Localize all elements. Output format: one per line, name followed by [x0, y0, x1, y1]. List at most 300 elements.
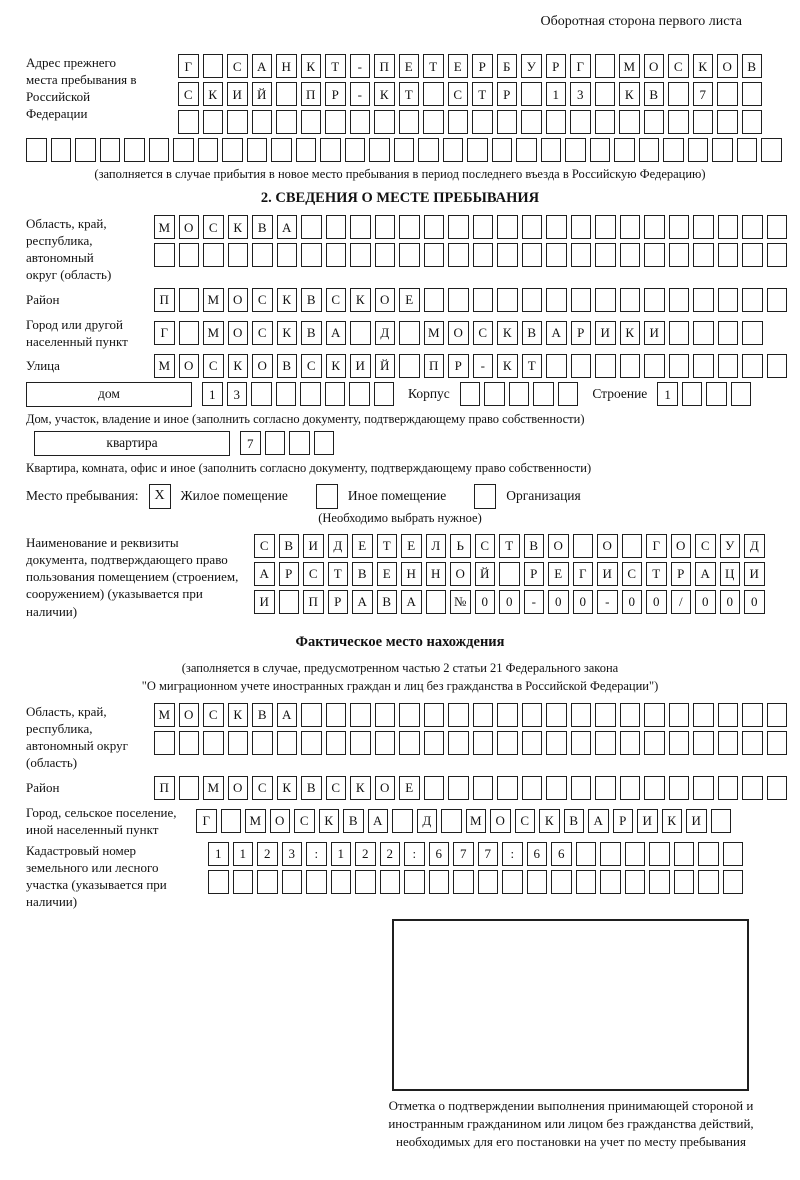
char-cell[interactable]	[497, 731, 518, 755]
char-cell[interactable]	[717, 82, 738, 106]
char-cell[interactable]	[644, 288, 665, 312]
char-cell[interactable]	[595, 288, 616, 312]
char-cell[interactable]: 3	[570, 82, 591, 106]
char-cell[interactable]: И	[254, 590, 275, 614]
char-cell[interactable]	[179, 243, 200, 267]
char-cell[interactable]: А	[326, 321, 347, 345]
char-cell[interactable]	[399, 243, 420, 267]
char-cell[interactable]	[644, 110, 665, 134]
char-cell[interactable]: В	[564, 809, 585, 833]
char-cell[interactable]	[424, 243, 445, 267]
char-cell[interactable]	[669, 703, 690, 727]
char-cell[interactable]: К	[350, 288, 371, 312]
char-cell[interactable]	[301, 731, 322, 755]
char-cell[interactable]	[693, 288, 714, 312]
char-cell[interactable]: К	[203, 82, 224, 106]
char-cell[interactable]: Е	[399, 776, 420, 800]
char-cell[interactable]	[546, 354, 567, 378]
char-cell[interactable]	[271, 138, 292, 162]
char-cell[interactable]: А	[368, 809, 389, 833]
char-cell[interactable]	[289, 431, 310, 455]
char-cell[interactable]: А	[352, 590, 373, 614]
char-cell[interactable]	[571, 776, 592, 800]
char-cell[interactable]	[693, 731, 714, 755]
char-cell[interactable]	[620, 288, 641, 312]
char-cell[interactable]: Е	[401, 534, 422, 558]
char-cell[interactable]: 0	[475, 590, 496, 614]
char-cell[interactable]: П	[301, 82, 322, 106]
char-cell[interactable]: 6	[527, 842, 548, 866]
char-cell[interactable]	[644, 703, 665, 727]
char-cell[interactable]	[301, 215, 322, 239]
char-cell[interactable]	[448, 288, 469, 312]
char-cell[interactable]	[473, 243, 494, 267]
char-cell[interactable]: 1	[202, 382, 223, 406]
char-cell[interactable]: О	[179, 703, 200, 727]
char-cell[interactable]	[423, 110, 444, 134]
char-cell[interactable]: И	[597, 562, 618, 586]
char-cell[interactable]	[499, 562, 520, 586]
char-cell[interactable]	[620, 243, 641, 267]
char-cell[interactable]	[252, 110, 273, 134]
char-cell[interactable]	[441, 809, 462, 833]
char-cell[interactable]: Н	[426, 562, 447, 586]
char-cell[interactable]	[600, 842, 621, 866]
char-cell[interactable]	[718, 731, 739, 755]
char-cell[interactable]	[301, 243, 322, 267]
char-cell[interactable]: П	[303, 590, 324, 614]
char-cell[interactable]: О	[548, 534, 569, 558]
checkbox-residential[interactable]: X	[149, 484, 171, 509]
char-cell[interactable]: К	[228, 215, 249, 239]
char-cell[interactable]: М	[203, 321, 224, 345]
char-cell[interactable]: :	[404, 842, 425, 866]
char-cell[interactable]	[375, 215, 396, 239]
char-cell[interactable]	[767, 703, 788, 727]
char-cell[interactable]: О	[270, 809, 291, 833]
char-cell[interactable]	[669, 288, 690, 312]
char-cell[interactable]: 1	[657, 382, 678, 406]
char-cell[interactable]: К	[277, 776, 298, 800]
fact-region-cells-2[interactable]	[154, 731, 787, 755]
char-cell[interactable]: С	[622, 562, 643, 586]
char-cell[interactable]	[620, 731, 641, 755]
char-cell[interactable]	[325, 382, 346, 406]
char-cell[interactable]: И	[637, 809, 658, 833]
char-cell[interactable]	[742, 731, 763, 755]
char-cell[interactable]	[674, 870, 695, 894]
char-cell[interactable]: 6	[429, 842, 450, 866]
char-cell[interactable]	[571, 703, 592, 727]
char-cell[interactable]: Т	[325, 54, 346, 78]
cadastral-cells-1[interactable]	[208, 842, 743, 866]
char-cell[interactable]: 7	[693, 82, 714, 106]
char-cell[interactable]	[426, 590, 447, 614]
char-cell[interactable]: Р	[279, 562, 300, 586]
char-cell[interactable]	[374, 382, 395, 406]
char-cell[interactable]	[497, 215, 518, 239]
char-cell[interactable]: 1	[208, 842, 229, 866]
char-cell[interactable]: Д	[328, 534, 349, 558]
char-cell[interactable]: С	[301, 354, 322, 378]
char-cell[interactable]: С	[515, 809, 536, 833]
char-cell[interactable]: 6	[551, 842, 572, 866]
char-cell[interactable]	[124, 138, 145, 162]
char-cell[interactable]	[625, 842, 646, 866]
char-cell[interactable]	[718, 215, 739, 239]
char-cell[interactable]	[100, 138, 121, 162]
char-cell[interactable]	[179, 731, 200, 755]
char-cell[interactable]	[541, 138, 562, 162]
char-cell[interactable]	[198, 138, 219, 162]
char-cell[interactable]	[669, 321, 690, 345]
char-cell[interactable]	[649, 870, 670, 894]
char-cell[interactable]: О	[450, 562, 471, 586]
char-cell[interactable]: В	[277, 354, 298, 378]
char-cell[interactable]	[546, 703, 567, 727]
char-cell[interactable]	[448, 776, 469, 800]
char-cell[interactable]: 0	[720, 590, 741, 614]
char-cell[interactable]	[282, 870, 303, 894]
char-cell[interactable]	[590, 138, 611, 162]
char-cell[interactable]: П	[154, 288, 175, 312]
char-cell[interactable]	[558, 382, 579, 406]
street-cells[interactable]	[154, 354, 787, 378]
char-cell[interactable]	[296, 138, 317, 162]
char-cell[interactable]	[595, 354, 616, 378]
cadastral-cells-2[interactable]	[208, 870, 743, 894]
char-cell[interactable]	[718, 354, 739, 378]
char-cell[interactable]	[497, 110, 518, 134]
char-cell[interactable]: В	[377, 590, 398, 614]
char-cell[interactable]	[742, 243, 763, 267]
char-cell[interactable]: К	[228, 703, 249, 727]
char-cell[interactable]	[576, 842, 597, 866]
char-cell[interactable]: К	[374, 82, 395, 106]
char-cell[interactable]	[663, 138, 684, 162]
char-cell[interactable]: И	[350, 354, 371, 378]
char-cell[interactable]	[712, 138, 733, 162]
char-cell[interactable]	[718, 321, 739, 345]
char-cell[interactable]	[252, 243, 273, 267]
char-cell[interactable]	[472, 110, 493, 134]
char-cell[interactable]: Р	[546, 54, 567, 78]
char-cell[interactable]: И	[595, 321, 616, 345]
char-cell[interactable]	[301, 703, 322, 727]
char-cell[interactable]: Т	[522, 354, 543, 378]
char-cell[interactable]: 0	[622, 590, 643, 614]
char-cell[interactable]	[522, 731, 543, 755]
char-cell[interactable]	[668, 110, 689, 134]
char-cell[interactable]: О	[228, 321, 249, 345]
char-cell[interactable]: Р	[613, 809, 634, 833]
char-cell[interactable]	[742, 776, 763, 800]
char-cell[interactable]: Б	[497, 54, 518, 78]
char-cell[interactable]: И	[227, 82, 248, 106]
char-cell[interactable]	[682, 382, 703, 406]
char-cell[interactable]	[350, 703, 371, 727]
char-cell[interactable]	[522, 776, 543, 800]
char-cell[interactable]: Р	[524, 562, 545, 586]
char-cell[interactable]	[620, 354, 641, 378]
char-cell[interactable]: 7	[478, 842, 499, 866]
char-cell[interactable]	[644, 776, 665, 800]
prev-address-row-3[interactable]	[178, 110, 762, 134]
char-cell[interactable]: С	[203, 215, 224, 239]
char-cell[interactable]: М	[154, 703, 175, 727]
char-cell[interactable]: Р	[571, 321, 592, 345]
char-cell[interactable]	[516, 138, 537, 162]
char-cell[interactable]	[669, 243, 690, 267]
char-cell[interactable]: 0	[744, 590, 765, 614]
char-cell[interactable]	[571, 215, 592, 239]
char-cell[interactable]: Й	[252, 82, 273, 106]
char-cell[interactable]	[448, 243, 469, 267]
char-cell[interactable]: С	[448, 82, 469, 106]
char-cell[interactable]	[350, 731, 371, 755]
char-cell[interactable]	[767, 731, 788, 755]
char-cell[interactable]	[571, 354, 592, 378]
char-cell[interactable]	[75, 138, 96, 162]
char-cell[interactable]: 2	[257, 842, 278, 866]
char-cell[interactable]: А	[277, 703, 298, 727]
char-cell[interactable]	[521, 82, 542, 106]
char-cell[interactable]: А	[546, 321, 567, 345]
char-cell[interactable]: 0	[573, 590, 594, 614]
char-cell[interactable]	[742, 703, 763, 727]
char-cell[interactable]: С	[252, 321, 273, 345]
char-cell[interactable]: Т	[399, 82, 420, 106]
char-cell[interactable]: В	[352, 562, 373, 586]
char-cell[interactable]: Т	[472, 82, 493, 106]
char-cell[interactable]	[644, 731, 665, 755]
char-cell[interactable]: 3	[227, 382, 248, 406]
char-cell[interactable]	[573, 534, 594, 558]
char-cell[interactable]	[399, 215, 420, 239]
char-cell[interactable]: Г	[646, 534, 667, 558]
char-cell[interactable]	[221, 809, 242, 833]
char-cell[interactable]	[443, 138, 464, 162]
char-cell[interactable]	[203, 731, 224, 755]
char-cell[interactable]	[767, 243, 788, 267]
char-cell[interactable]	[149, 138, 170, 162]
char-cell[interactable]	[533, 382, 554, 406]
apartment-cells[interactable]	[240, 431, 334, 455]
char-cell[interactable]: С	[227, 54, 248, 78]
char-cell[interactable]	[742, 110, 763, 134]
char-cell[interactable]	[233, 870, 254, 894]
char-cell[interactable]	[375, 243, 396, 267]
char-cell[interactable]	[595, 110, 616, 134]
char-cell[interactable]	[620, 703, 641, 727]
char-cell[interactable]	[522, 703, 543, 727]
char-cell[interactable]	[742, 321, 763, 345]
char-cell[interactable]: О	[179, 215, 200, 239]
char-cell[interactable]	[522, 288, 543, 312]
char-cell[interactable]	[276, 110, 297, 134]
char-cell[interactable]: К	[228, 354, 249, 378]
char-cell[interactable]	[154, 243, 175, 267]
char-cell[interactable]	[179, 288, 200, 312]
char-cell[interactable]: Р	[325, 82, 346, 106]
char-cell[interactable]	[26, 138, 47, 162]
prev-address-overflow-row[interactable]	[26, 138, 774, 162]
char-cell[interactable]	[551, 870, 572, 894]
char-cell[interactable]: 7	[453, 842, 474, 866]
char-cell[interactable]	[331, 870, 352, 894]
char-cell[interactable]: Г	[570, 54, 591, 78]
char-cell[interactable]	[473, 776, 494, 800]
char-cell[interactable]	[723, 842, 744, 866]
char-cell[interactable]	[693, 110, 714, 134]
char-cell[interactable]: Г	[196, 809, 217, 833]
char-cell[interactable]: Д	[375, 321, 396, 345]
char-cell[interactable]	[570, 110, 591, 134]
char-cell[interactable]	[460, 382, 481, 406]
char-cell[interactable]: А	[401, 590, 422, 614]
char-cell[interactable]: У	[521, 54, 542, 78]
char-cell[interactable]: О	[179, 354, 200, 378]
char-cell[interactable]	[325, 110, 346, 134]
char-cell[interactable]: О	[597, 534, 618, 558]
char-cell[interactable]	[644, 354, 665, 378]
char-cell[interactable]	[742, 82, 763, 106]
char-cell[interactable]	[620, 776, 641, 800]
char-cell[interactable]	[644, 215, 665, 239]
region-cells-2[interactable]	[154, 243, 787, 267]
char-cell[interactable]	[509, 382, 530, 406]
char-cell[interactable]: В	[301, 776, 322, 800]
char-cell[interactable]: О	[448, 321, 469, 345]
char-cell[interactable]: К	[693, 54, 714, 78]
char-cell[interactable]: М	[245, 809, 266, 833]
char-cell[interactable]: И	[303, 534, 324, 558]
char-cell[interactable]	[392, 809, 413, 833]
char-cell[interactable]: Т	[646, 562, 667, 586]
char-cell[interactable]	[424, 731, 445, 755]
char-cell[interactable]	[448, 215, 469, 239]
char-cell[interactable]: Л	[426, 534, 447, 558]
char-cell[interactable]	[595, 243, 616, 267]
char-cell[interactable]: М	[424, 321, 445, 345]
char-cell[interactable]	[448, 731, 469, 755]
char-cell[interactable]: 1	[233, 842, 254, 866]
char-cell[interactable]: Р	[448, 354, 469, 378]
char-cell[interactable]	[565, 138, 586, 162]
char-cell[interactable]: 2	[380, 842, 401, 866]
char-cell[interactable]	[497, 288, 518, 312]
char-cell[interactable]: М	[154, 354, 175, 378]
char-cell[interactable]	[277, 731, 298, 755]
char-cell[interactable]: С	[473, 321, 494, 345]
char-cell[interactable]: В	[279, 534, 300, 558]
char-cell[interactable]: Е	[399, 54, 420, 78]
char-cell[interactable]: -	[524, 590, 545, 614]
char-cell[interactable]: П	[424, 354, 445, 378]
char-cell[interactable]	[306, 870, 327, 894]
char-cell[interactable]	[369, 138, 390, 162]
char-cell[interactable]	[277, 243, 298, 267]
char-cell[interactable]: Е	[352, 534, 373, 558]
char-cell[interactable]	[279, 590, 300, 614]
char-cell[interactable]	[418, 138, 439, 162]
char-cell[interactable]	[222, 138, 243, 162]
char-cell[interactable]	[350, 321, 371, 345]
char-cell[interactable]	[571, 243, 592, 267]
char-cell[interactable]	[251, 382, 272, 406]
char-cell[interactable]: С	[303, 562, 324, 586]
char-cell[interactable]	[600, 870, 621, 894]
char-cell[interactable]	[276, 382, 297, 406]
char-cell[interactable]: А	[252, 54, 273, 78]
char-cell[interactable]	[179, 321, 200, 345]
char-cell[interactable]: С	[294, 809, 315, 833]
char-cell[interactable]	[473, 215, 494, 239]
char-cell[interactable]: Н	[401, 562, 422, 586]
document-cells-2[interactable]	[254, 562, 765, 586]
document-cells-1[interactable]	[254, 534, 765, 558]
char-cell[interactable]: Д	[417, 809, 438, 833]
char-cell[interactable]: О	[252, 354, 273, 378]
fact-district-cells[interactable]	[154, 776, 787, 800]
char-cell[interactable]	[595, 82, 616, 106]
char-cell[interactable]: Е	[448, 54, 469, 78]
char-cell[interactable]	[326, 703, 347, 727]
char-cell[interactable]: М	[466, 809, 487, 833]
char-cell[interactable]	[300, 382, 321, 406]
char-cell[interactable]	[742, 354, 763, 378]
char-cell[interactable]: О	[490, 809, 511, 833]
char-cell[interactable]	[473, 731, 494, 755]
char-cell[interactable]	[345, 138, 366, 162]
char-cell[interactable]	[717, 110, 738, 134]
fact-region-cells-1[interactable]	[154, 703, 787, 727]
char-cell[interactable]: М	[203, 288, 224, 312]
char-cell[interactable]	[350, 110, 371, 134]
char-cell[interactable]: Т	[328, 562, 349, 586]
char-cell[interactable]	[252, 731, 273, 755]
char-cell[interactable]	[595, 215, 616, 239]
char-cell[interactable]: -	[350, 54, 371, 78]
char-cell[interactable]: С	[203, 354, 224, 378]
char-cell[interactable]: К	[619, 82, 640, 106]
char-cell[interactable]: О	[228, 288, 249, 312]
char-cell[interactable]	[718, 776, 739, 800]
char-cell[interactable]	[375, 703, 396, 727]
char-cell[interactable]	[718, 703, 739, 727]
char-cell[interactable]: Н	[276, 54, 297, 78]
char-cell[interactable]	[698, 870, 719, 894]
char-cell[interactable]	[404, 870, 425, 894]
char-cell[interactable]	[178, 110, 199, 134]
char-cell[interactable]	[595, 731, 616, 755]
char-cell[interactable]	[546, 776, 567, 800]
char-cell[interactable]: Р	[472, 54, 493, 78]
char-cell[interactable]	[619, 110, 640, 134]
char-cell[interactable]	[731, 382, 752, 406]
char-cell[interactable]: Г	[154, 321, 175, 345]
char-cell[interactable]: В	[252, 703, 273, 727]
char-cell[interactable]	[424, 776, 445, 800]
char-cell[interactable]	[314, 431, 335, 455]
char-cell[interactable]	[693, 703, 714, 727]
char-cell[interactable]: К	[497, 321, 518, 345]
char-cell[interactable]	[473, 288, 494, 312]
char-cell[interactable]: Г	[573, 562, 594, 586]
char-cell[interactable]	[688, 138, 709, 162]
char-cell[interactable]	[228, 243, 249, 267]
char-cell[interactable]: 7	[240, 431, 261, 455]
